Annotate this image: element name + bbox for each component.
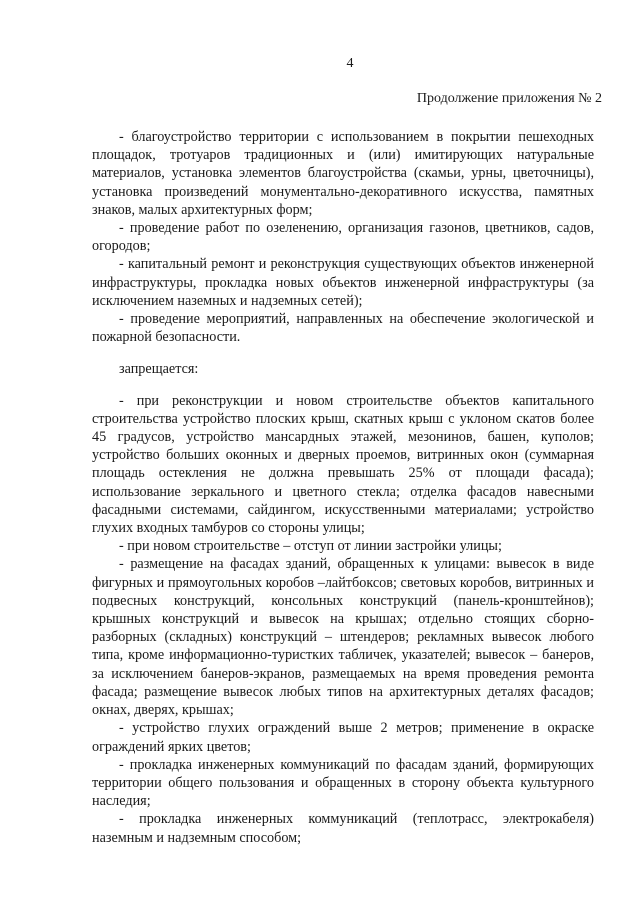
paragraph-infrastructure-repair: - капитальный ремонт и реконструкция существующих объектов инженерной инфраструктуры, прокладка новых объектов инженерной инфраструктуры (за исключением наземных и надземных сетей); [92,256,594,309]
paragraph-greening: - проведение работ по озеленению, организация газонов, цветников, садов, огородов; [92,220,594,255]
paragraph-signage-restrictions: - размещение на фасадах зданий, обращенных к улицами: вывесок в виде фигурных и прямоугольных коробов –лайтбоксов; световых коробов, витринных и подвесных конструкций, консольных конструкций (панель-кронштейнов); крышных конструкций и вывесок на крышах; отдельно стоящих сборно-разборных (складных) конструкций – штендеров; рекламных вывесок любого типа, кроме информационно-туристких табличек, указателей; вывесок – банеров, за исключением банеров-экранов, размещаемых на время проведения ремонта фасада; размещение вывесок любых типов на архитектурных деталях фасадов; окнах, дверях, крышах; [92,556,594,719]
appendix-continuation-note: Продолжение приложения № 2 [416,91,602,106]
paragraph-landscaping: - благоустройство территории с использованием в покрытии пешеходных площадок, тротуаров традиционных и (или) имитирующих натуральные материалов, установка элементов благоустройства (скамьи, урны, цветочницы), установка произведений монументально-декоративного искусства, памятных знаков, малых архитектурных форм; [92,129,594,218]
paragraph-fences: - устройство глухих ограждений выше 2 метров; применение в окраске ограждений ярких цветов; [92,720,594,755]
paragraph-safety-measures: - проведение мероприятий, направленных на обеспечение экологической и пожарной безопасности. [92,311,594,346]
prohibited-label: запрещается: [119,361,199,378]
paragraph-facade-utilities: - прокладка инженерных коммуникаций по фасадам зданий, формирующих территории общего пользования и обращенных в сторону объекта культурного наследия; [92,756,594,810]
paragraph-building-line: - при новом строительстве – отступ от линии застройки улицы; [119,538,502,555]
paragraph-reconstruction-restrictions: - при реконструкции и новом строительстве объектов капитального строительства устройство плоских крыш, скатных крыш с уклоном скатов более 45 градусов, устройство мансардных этажей, мезонинов, башен, куполов; устройство больших оконных и дверных проемов, витринных окон (суммарная площадь остекления не должна превышать 25% от площади фасада); использование зеркального и цветного стекла; отделка фасадов навесными фасадными системами, сайдингом, искусственными материалами; устройство глухих входных тамбуров со стороны улицы; [92,392,594,537]
document-body [92,128,594,847]
page-number: 4 [346,56,354,71]
paragraph-overground-utilities: - прокладка инженерных коммуникаций (теплотрасс, электрокабеля) наземным и надземным способом; [92,811,594,846]
